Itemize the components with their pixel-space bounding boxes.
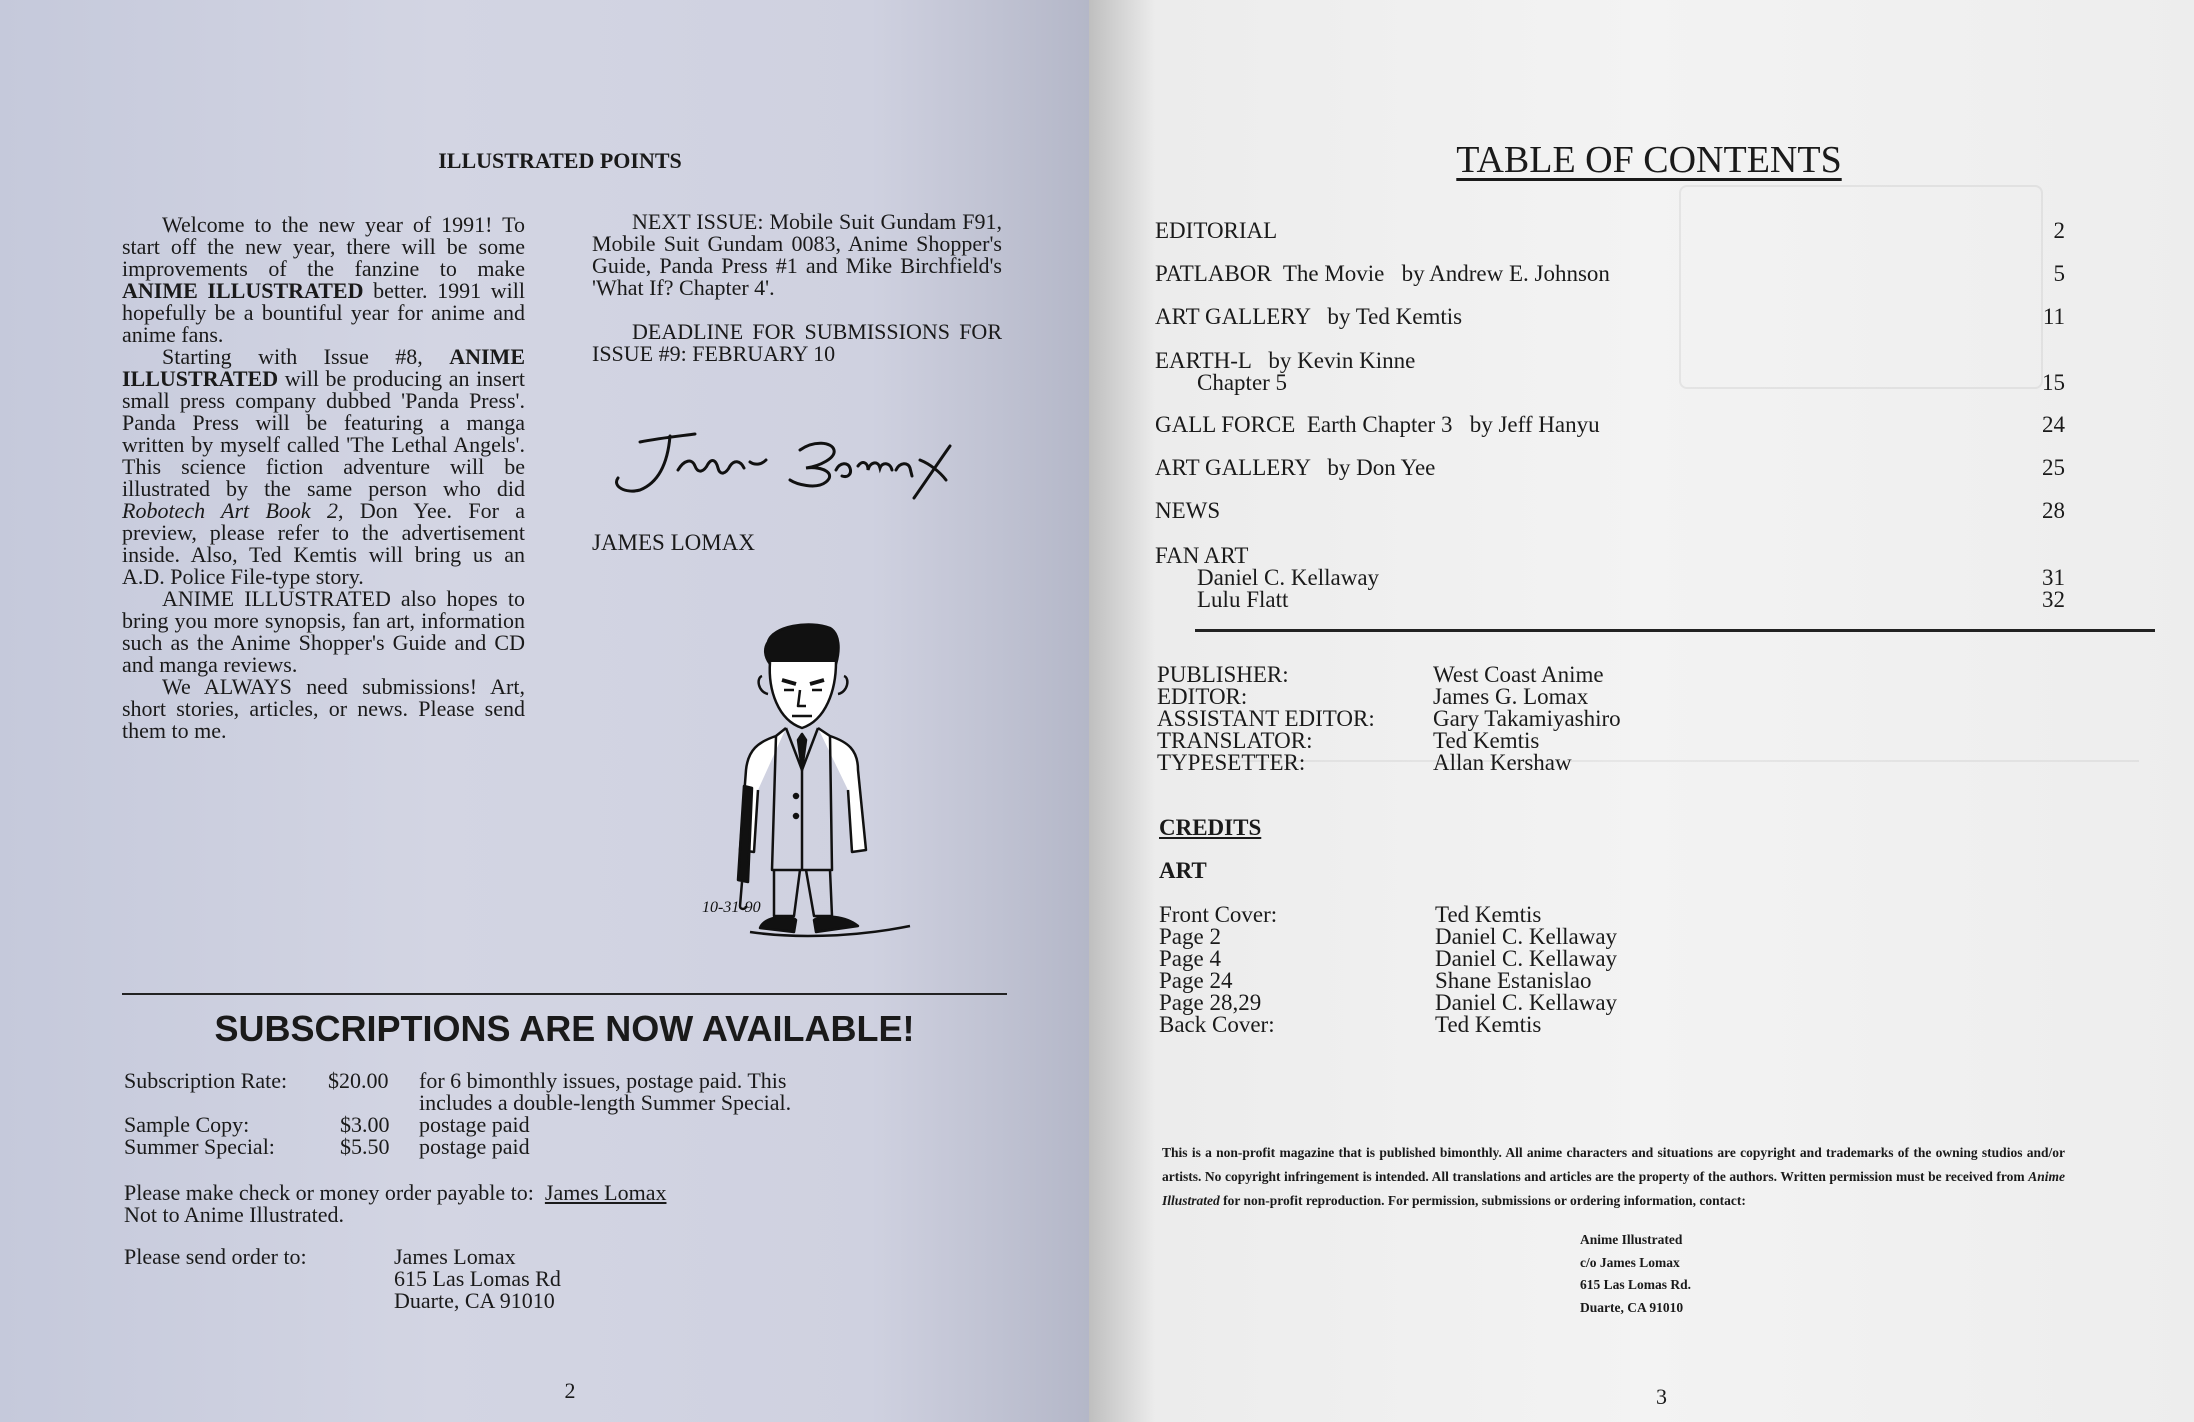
summer-special-price: $5.50 bbox=[340, 1134, 390, 1159]
character-illustration bbox=[690, 620, 930, 940]
subscription-rate-label: Subscription Rate: bbox=[124, 1068, 288, 1093]
toc-entry: ART GALLERY by Ted Kemtis 11 bbox=[1155, 304, 2065, 329]
sample-copy-price: $3.00 bbox=[340, 1112, 390, 1137]
sample-copy-label: Sample Copy: bbox=[124, 1112, 250, 1137]
payable-line: Please make check or money order payable to: James Lomax bbox=[124, 1180, 667, 1205]
send-address-line-3: Duarte, CA 91010 bbox=[394, 1288, 555, 1313]
subscription-rate-price: $20.00 bbox=[328, 1068, 389, 1093]
page-number-right: 3 bbox=[1656, 1384, 1667, 1409]
editorial-column-2 bbox=[592, 211, 1002, 365]
summer-special-label: Summer Special: bbox=[124, 1134, 275, 1159]
editorial-paragraph-2: Starting with Issue #8, ANIME ILLUSTRATED will be producing an insert small press company dubbed 'Panda Press'. Panda Press will be featuring a manga written by myself called 'The Lethal Angels'. This science fiction adventure will be illustrated by the same person who did Robotech Art Book 2, Don Yee. For a preview, please refer to the advertisement inside. Also, Ted Kemtis will bring us an A.D. Police File-type story. bbox=[122, 344, 526, 589]
payable-note: Not to Anime Illustrated. bbox=[124, 1202, 344, 1227]
toc-entry: PATLABOR The Movie by Andrew E. Johnson 5 bbox=[1155, 261, 2065, 286]
deadline-text: DEADLINE FOR SUBMISSIONS FOR ISSUE #9: FEBRUARY 10 bbox=[592, 319, 1002, 366]
send-address-line-1: James Lomax bbox=[394, 1244, 516, 1269]
contact-address: Anime Illustrated c/o James Lomax 615 Las Lomas Rd. Duarte, CA 91010 bbox=[1580, 1232, 1692, 1315]
payable-name: James Lomax bbox=[544, 1180, 667, 1205]
editorial-column-1 bbox=[122, 214, 525, 742]
signature-image bbox=[600, 420, 960, 505]
toc-divider bbox=[1195, 629, 2155, 632]
subscriptions-divider bbox=[122, 993, 1007, 995]
send-address-line-2: 615 Las Lomas Rd bbox=[394, 1266, 561, 1291]
toc-entry: EARTH-L by Kevin Kinne Chapter 5 15 bbox=[1155, 348, 2065, 395]
art-heading: ART bbox=[1159, 858, 1207, 883]
next-issue-text: NEXT ISSUE: Mobile Suit Gundam F91, Mobile Suit Gundam 0083, Anime Shopper's Guide, Panda Press #1 and Mike Birchfield's 'What If? Chapter 4'. bbox=[592, 209, 1002, 300]
toc-entry: FAN ART Daniel C. Kellaway 31 Lulu Flatt 32 bbox=[1155, 543, 2065, 612]
subscription-rate-desc-1: for 6 bimonthly issues, postage paid. This bbox=[419, 1068, 787, 1093]
toc-entry: GALL FORCE Earth Chapter 3 by Jeff Hanyu 24 bbox=[1155, 412, 2065, 437]
editorial-paragraph-3: ANIME ILLUSTRATED also hopes to bring you more synopsis, fan art, information such as the Anime Shopper's Guide and CD and manga reviews. bbox=[122, 586, 525, 677]
illustrated-points-heading: ILLUSTRATED POINTS bbox=[438, 148, 682, 173]
editorial-paragraph-4: We ALWAYS need submissions! Art, short stories, articles, or news. Please send them to me. bbox=[122, 674, 525, 743]
editorial-paragraph-1: Welcome to the new year of 1991! To start off the new year, there will be some improvements of the fanzine to make ANIME ILLUSTRATED better. 1991 will hopefully be a bountiful year for anime and anime fans. bbox=[122, 212, 526, 347]
toc-entry: NEWS 28 bbox=[1155, 498, 2065, 523]
summer-special-desc: postage paid bbox=[419, 1134, 530, 1159]
toc-title: TABLE OF CONTENTS bbox=[1456, 139, 1842, 181]
right-page: TABLE OF CONTENTS EDITORIAL 2 PATLABOR The Movie by Andrew E. Johnson 5 ART GALLERY by Ted Kemtis 11 EARTH-L by Kevin Kinne Chapter 5 15 GALL FORCE Earth Chapter 3 by Jeff Hanyu 24 ART GALLERY by Don Yee 25 NEWS 28 FAN ART Daniel C. Kellaway 31 Lulu Flatt 32 PUBLISHER: West Coast Anime EDITOR: James G. Lomax ASSISTANT EDITOR: Gary Takamiyashiro TRANSLATOR: Ted Kemtis TYPESETTER: Allan Kershaw CREDITS ART Front Cover: Ted Kemtis Page 2 Daniel C. Kellaway Page 4 Daniel C. Kellaway Page 24 Shane Estanislao Page 28,29 Daniel C. Kellaway Back Cover: Ted Kemtis This is a non-profit magazine that is published bimonthly. All anime characters and situations are copyright and trademarks of the owning studios and/or artists. No copyright infringement is intended. All translations and articles are the property of the authors. Written permission must be received from Anime Illustrated for non-profit reproduction. For permission, submissions or ordering information, contact: Anime Illustrated c/o James Lomax 615 Las Lomas Rd. Duarte, CA 91010 3 bbox=[1089, 0, 2194, 1422]
drawing-date: 10-31-90 bbox=[702, 899, 761, 916]
toc-entry: ART GALLERY by Don Yee 25 bbox=[1155, 455, 2065, 480]
sample-copy-desc: postage paid bbox=[419, 1112, 530, 1137]
send-order-label: Please send order to: bbox=[124, 1244, 307, 1269]
subscription-rate-desc-2: includes a double-length Summer Special. bbox=[419, 1090, 792, 1115]
left-page bbox=[0, 0, 1089, 1422]
credits-heading: CREDITS bbox=[1159, 815, 1262, 840]
page-number-left: 2 bbox=[564, 1378, 576, 1403]
signature-name: JAMES LOMAX bbox=[592, 530, 755, 555]
disclaimer-text: This is a non-profit magazine that is published bimonthly. All anime characters and situations are copyright and trademarks of the owning studios and/or artists. No copyright infringement is intended. All translations and articles are the property of the authors. Written permission must be received from Anime Illustrated for non-profit reproduction. For permission, submissions or ordering information, contact: bbox=[1162, 1145, 2065, 1208]
subscriptions-heading: SUBSCRIPTIONS ARE NOW AVAILABLE! bbox=[214, 1008, 915, 1049]
toc-entry: EDITORIAL 2 bbox=[1155, 218, 2065, 243]
